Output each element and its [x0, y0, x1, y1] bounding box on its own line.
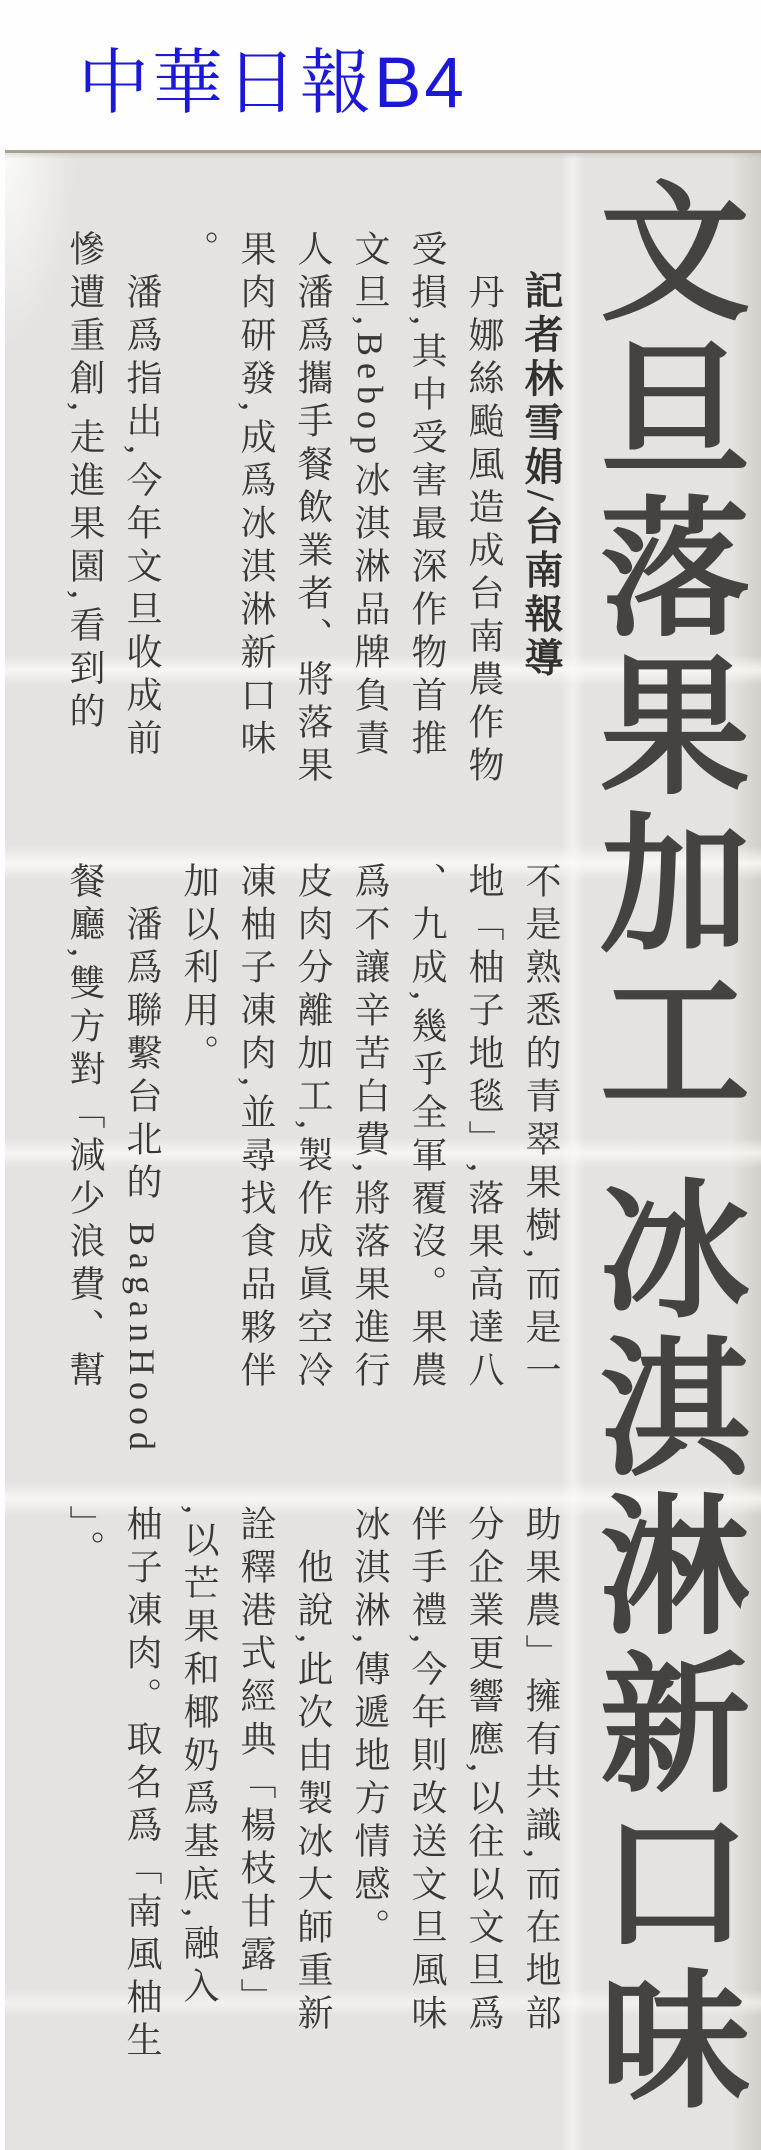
- text-column: 助果農」擁有共識,而在地部: [521, 1505, 561, 2037]
- newspaper-clipping: [5, 150, 761, 2150]
- text-column: 慘遭重創,走進果園,看到的: [65, 230, 105, 735]
- text-column: 伴手禮,今年則改送文旦風味: [407, 1505, 447, 2037]
- text-column: 、九成,幾乎全軍覆沒。果農: [407, 862, 447, 1394]
- text-column: 爲不讓辛苦白費,將落果進行: [350, 862, 390, 1394]
- text-column: 分企業更響應,以往以文旦爲: [464, 1505, 504, 2037]
- article-text-band-1: [47, 230, 569, 848]
- text-column: 柚子凍肉。取名爲「南風柚生: [122, 1505, 162, 2064]
- text-column: 不是熟悉的青翠果樹,而是一: [521, 862, 561, 1394]
- text-column: 潘爲聯繫台北的 BaganHood: [122, 905, 162, 1457]
- text-column: 丹娜絲颱風造成台南農作物: [464, 273, 504, 789]
- newspaper-page-label: 中華日報B4: [78, 44, 467, 123]
- text-column: 文旦,Bebop冰淇淋品牌負責: [350, 230, 390, 762]
- text-column: 果肉研發,成爲冰淇淋新口味: [236, 230, 276, 762]
- text-column: 加以利用。: [179, 862, 219, 1077]
- text-column: 。: [179, 230, 219, 273]
- text-column: 凍柚子凍肉,並尋找食品夥伴: [236, 862, 276, 1394]
- text-column: 他說,此次由製冰大師重新: [293, 1548, 333, 2037]
- article-headline: 文旦落果加工 冰淇淋新口味: [578, 174, 746, 2120]
- text-column: 餐廳,雙方對「減少浪費、幫: [65, 862, 105, 1394]
- text-column: 冰淇淋,傳遞地方情感。: [350, 1505, 390, 1951]
- text-column: 受損,其中受害最深作物首推: [407, 230, 447, 762]
- text-column: 潘爲指出,今年文旦收成前: [122, 273, 162, 762]
- text-column: 人潘爲攜手餐飲業者、將落果: [293, 230, 333, 789]
- text-column: 」。: [65, 1505, 105, 1573]
- text-column: 詮釋港式經典「楊枝甘露」: [236, 1505, 276, 2021]
- text-column: 皮肉分離加工,製作成眞空冷: [293, 862, 333, 1394]
- article-text-band-3: [47, 1505, 569, 2123]
- article-byline: 記者林雪娟/台南報導: [519, 270, 562, 682]
- text-column: 地「柚子地毯」,落果高達八: [464, 862, 504, 1394]
- article-text-band-2: [47, 862, 569, 1464]
- text-column: ,以芒果和椰奶爲基底,融入: [179, 1505, 219, 2010]
